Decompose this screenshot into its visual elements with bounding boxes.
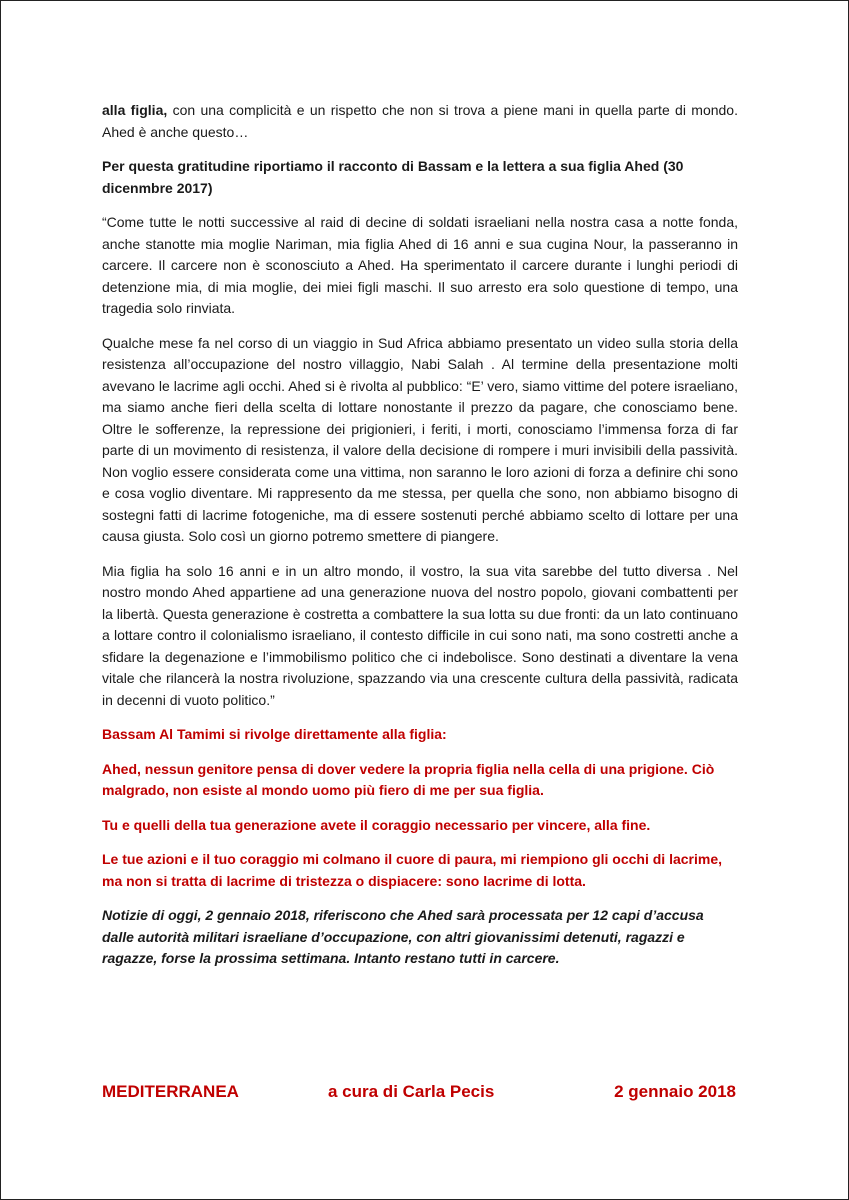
letter-intro: Bassam Al Tamimi si rivolge direttamente alla figlia:	[102, 726, 447, 742]
document-body	[102, 100, 738, 983]
body-paragraph-generation: Mia figlia ha solo 16 anni e in un altro mondo, il vostro, la sua vita sarebbe del tutto diversa . Nel nostro mondo Ahed appartiene ad una generazione nuova del nostro popolo, giovani combattenti per la libertà. Questa generazione è costretta a combattere la sua lotta su due fronti: da un lato continuano a lottare contro il colonialismo israeliano, il contesto difficile in cui sono nati, ma sono costretti anche a sfidare la degenazione e l’immobilismo politico che ci indebolisce. Sono destinati a diventare la vena vitale che rilancerà la nostra rivoluzione, spazzando via una crescente cultura della passività, radicata in decenni di vuoto politico.”	[102, 562, 738, 708]
intro-lead: alla figlia,	[102, 102, 168, 118]
news-note: Notizie di oggi, 2 gennaio 2018, riferiscono che Ahed sarà processata per 12 capi d’accusa dalle autorità militari israeliane d’occupazione, con altri giovanissimi detenuti, ragazzi e ragazze, forse la prossima settimana. Intanto restano tutti in carcere.	[102, 907, 704, 966]
footer-publication: MEDITERRANEA	[102, 1082, 239, 1101]
body-paragraph-south-africa: Qualche mese fa nel corso di un viaggio in Sud Africa abbiamo presentato un video sulla storia della resistenza all’occupazione del nostro villaggio, Nabi Salah . Al termine della presentazione molti avevano le lacrime agli occhi. Ahed si è rivolta al pubblico: “E’ vero, siamo vittime del potere israeliano, ma siamo anche fieri della scelta di lottare nonostante il prezzo da pagare, che conosciamo bene. Oltre le sofferenze, la repressione dei prigionieri, i feriti, i morti, conosciamo l’immensa forza di far parte di un movimento di resistenza, il valore della decisione di rompere i muri invisibili della passività. Non voglio essere considerata come una vittima, non saranno le loro azioni di forza a definire chi sono e cosa voglio diventare. Mi rappresento da me stessa, per quella che sono, non abbiamo bisogno di sostegni fatti di lacrime fotogeniche, ma di essere sostenuti perché abbiamo scelto di lottare per una causa giusta. Solo così un giorno potremo smettere di piangere.	[102, 334, 738, 544]
footer-date: 2 gennaio 2018	[614, 1082, 736, 1101]
body-paragraph-raid: “Come tutte le notti successive al raid di decine di soldati israeliani nella nostra casa a notte fonda, anche stanotte mia moglie Nariman, mia figlia Ahed di 16 anni e sua cugina Nour, la passeranno in carcere. Il carcere non è sconosciuto a Ahed. Ha sperimentato il carcere durante i lunghi periodi di detenzione mia, di mia moglie, dei miei figli maschi. Il suo arresto era solo questione di tempo, una tragedia solo rinviata.	[102, 214, 738, 316]
intro-paragraph	[102, 100, 738, 143]
letter-paragraph-3: Le tue azioni e il tuo coraggio mi colmano il cuore di paura, mi riempiono gli occhi di lacrime, ma non si tratta di lacrime di tristezza o dispiacere: sono lacrime di lotta.	[102, 851, 722, 889]
letter-paragraph-1: Ahed, nessun genitore pensa di dover vedere la propria figlia nella cella di una prigione. Ciò malgrado, non esiste al mondo uomo più fiero di me per sua figlia.	[102, 760, 715, 798]
footer-author: a cura di Carla Pecis	[328, 1082, 495, 1101]
letter-paragraph-2: Tu e quelli della tua generazione avete il coraggio necessario per vincere, alla fine.	[102, 816, 651, 833]
section-heading: Per questa gratitudine riportiamo il racconto di Bassam e la lettera a sua figlia Ahed (30 dicenmbre 2017)	[102, 158, 684, 196]
intro-text: con una complicità e un rispetto che non si trova a piene mani in quella parte di mondo. Ahed è anche questo…	[102, 102, 738, 140]
page-footer	[102, 1082, 736, 1108]
